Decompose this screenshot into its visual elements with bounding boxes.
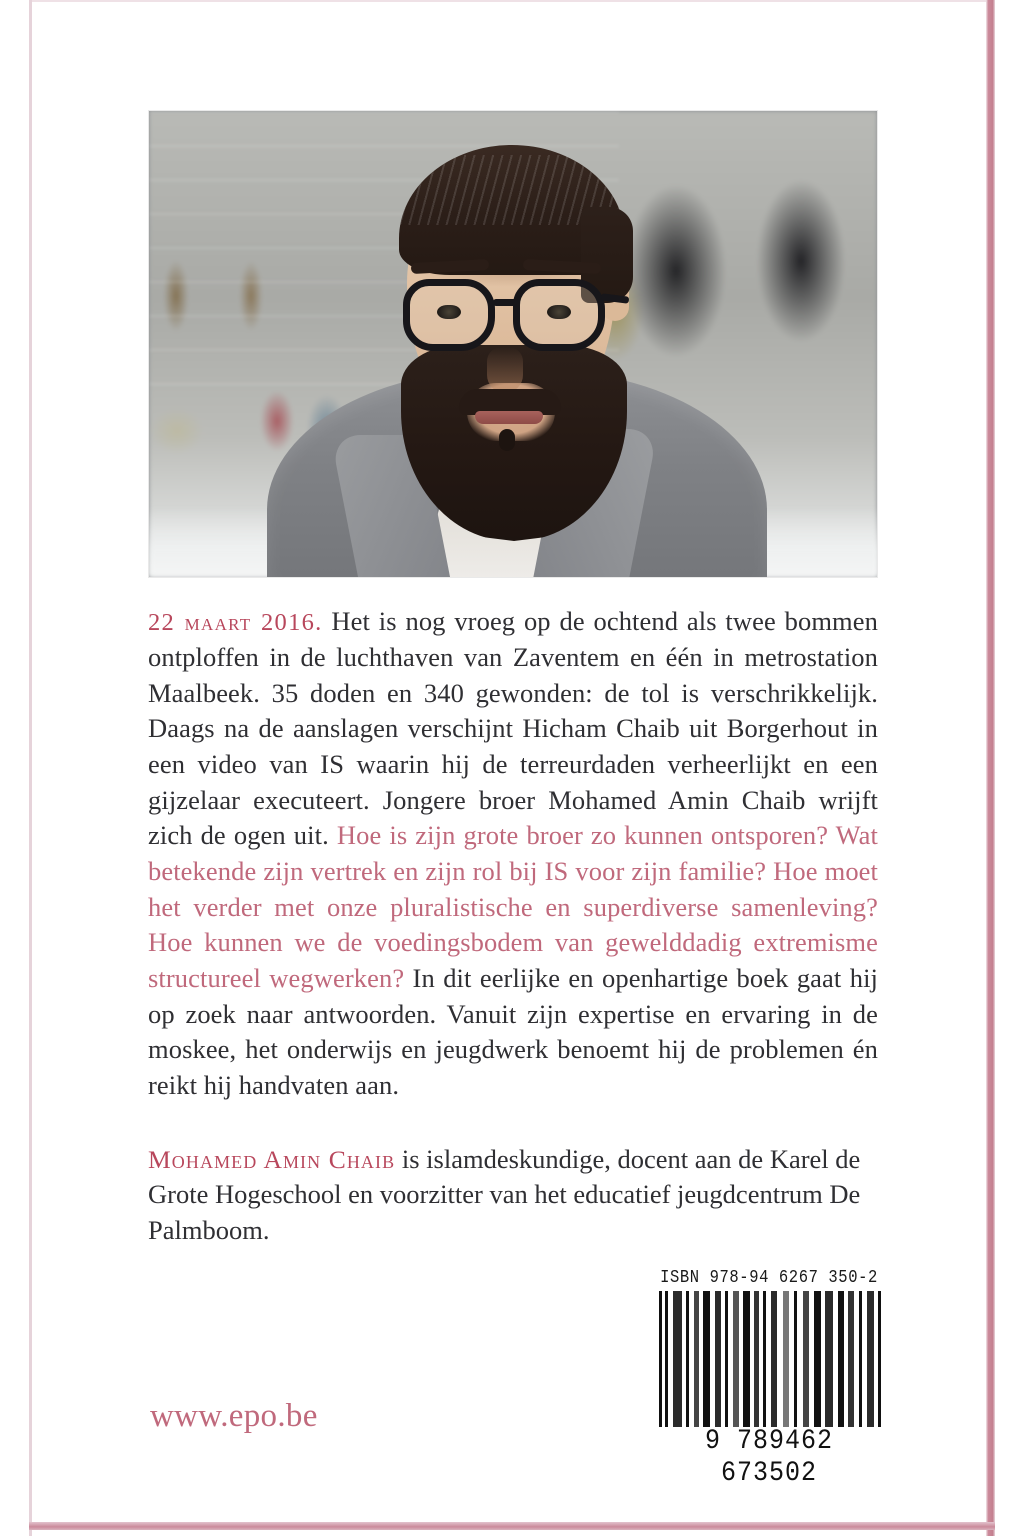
frame-rule-right [986, 0, 995, 1536]
blurb-questions: Hoe is zijn grote broer zo kunnen ontsporen? Wat betekende zijn vertrek en zijn rol bij IS voor zijn familie? Hoe moet het verder met onze pluralistische en superdiverse samenleving? Hoe kunnen we de voedingsbodem van gewelddadig extremisme structureel wegwerken? [148, 820, 878, 993]
portrait-eye-left [437, 305, 461, 319]
portrait-soul-patch [499, 429, 515, 451]
blurb-paragraph [148, 604, 878, 1104]
barcode-digits: 9 789462 673502 [704, 1425, 834, 1489]
blurb-lead: Het is nog vroeg op de ochtend als twee bommen ontploffen in de luchthaven van Zaventem en één in metrostation Maalbeek. 35 doden en 340 gewonden: de tol is verschrikkelijk. Daags na de aanslagen verschijnt Hicham Chaib uit Borgerhout in een video van IS waarin hij de terreurdaden verheerlijkt en een gijzelaar executeert. Jongere broer Mohamed Amin Chaib wrijft zich de ogen uit. [148, 606, 878, 851]
frame-rule-left [29, 0, 32, 1536]
author-bio [148, 1142, 878, 1249]
glasses-bridge [493, 299, 517, 306]
portrait-nose [487, 347, 523, 393]
cover-footer [148, 1266, 888, 1489]
isbn-barcode-block [653, 1266, 885, 1489]
isbn-text: ISBN 978-94 6267 350-2 [660, 1266, 878, 1288]
cover-content [148, 110, 878, 1275]
blurb-dateline: 22 maart 2016. [148, 609, 323, 636]
frame-rule-bottom [29, 1522, 995, 1530]
portrait-mouth [475, 411, 543, 424]
author-photo [148, 110, 878, 578]
publisher-website[interactable]: www.epo.be [150, 1398, 318, 1434]
blurb-tail: In dit eerlijke en openhartige boek gaat hij op zoek naar antwoorden. Vanuit zijn expertise en ervaring in de moskee, het onderwijs en jeugdwerk benoemt hij de problemen én reikt hij handvaten aan. [148, 962, 878, 1100]
portrait-glasses [401, 279, 625, 353]
portrait-eye-right [547, 305, 571, 319]
barcode-bars-icon [653, 1291, 885, 1427]
frame-rule-top [29, 0, 995, 2]
author-bio-text: is islamdeskundige, docent aan de Karel de Grote Hogeschool en voorzitter van het educatief jeugdcentrum De Palmboom. [148, 1143, 861, 1245]
author-name: Mohamed Amin Chaib [148, 1144, 396, 1174]
